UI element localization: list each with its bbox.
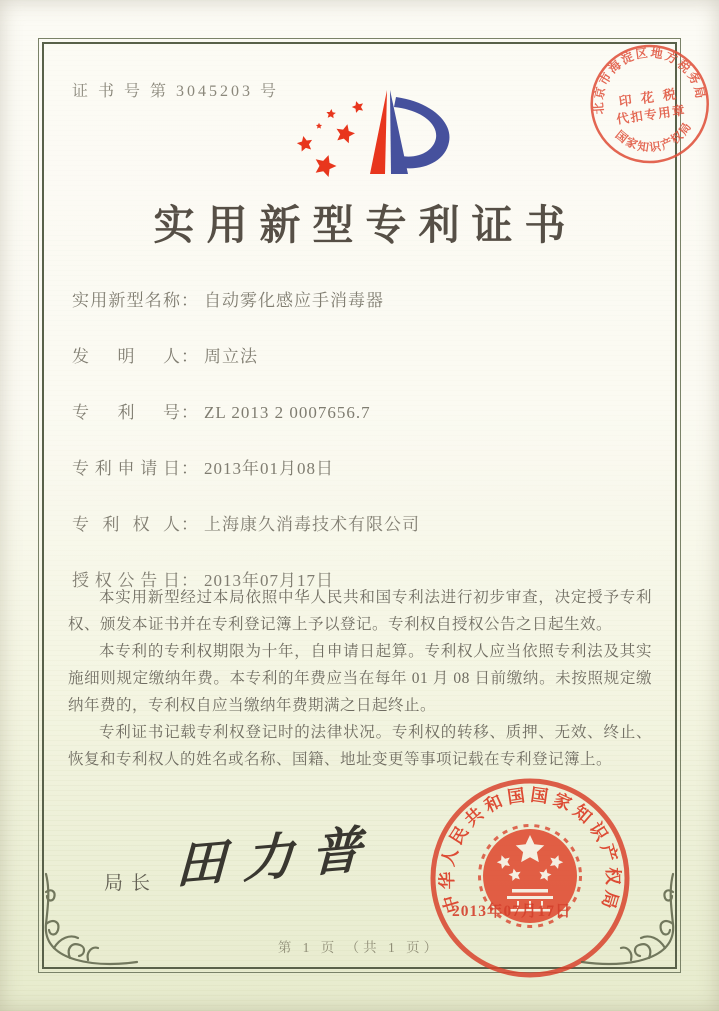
field-grant-date [72,566,632,590]
tax-stamp-top-arc-text: 北京市海淀区地方税务局 [591,45,708,115]
seal-ring-text: 中华人民共和国国家知识产权局 [436,784,624,916]
field-value: 上海康久消毒技术有限公司 [204,515,420,534]
field-value: ZL 2013 2 0007656.7 [204,403,371,422]
field-label: 实用新型名称 [72,291,180,310]
field-label: 专利权人 [72,515,180,534]
field-colon: ： [181,347,198,366]
logo-blue-bowl [394,97,449,168]
legal-paragraph-1: 本实用新型经过本局依照中华人民共和国专利法进行初步审查，决定授予专利权、颁发本证书并在专利登记簿上予以登记。专利权自授权公告之日起生效。 [68,589,652,633]
field-value: 周立法 [204,347,258,366]
field-label: 授权公告日 [72,571,180,590]
field-colon: ： [181,291,198,310]
page-number: 第 1 页 （共 1 页） [277,940,442,955]
corner-ornament-left-icon [40,872,140,972]
field-value: 2013年01月08日 [204,459,334,478]
tax-stamp-line2: 代扣专用章 [615,103,687,127]
field-colon: ： [181,515,198,534]
field-patent-number [72,398,632,422]
commissioner-signature: 田力普 [174,820,381,895]
sipo-logo-icon [279,84,461,196]
field-list [72,286,632,622]
logo-red-wedge [370,90,387,174]
legal-text-block [68,584,652,773]
field-filing-date [72,454,632,478]
certificate-title: 实用新型专利证书 [153,202,578,248]
commissioner-title: 局长 [104,873,159,894]
field-colon: ： [181,403,198,422]
certificate-number: 证 书 号 第 3045203 号 [72,83,280,100]
field-value: 2013年07月17日 [204,571,334,590]
tax-stamp-bottom-arc-text: 国家知识产权局 [612,120,695,155]
field-label: 专利号 [72,403,180,422]
legal-paragraph-2: 本专利的专利权期限为十年，自申请日起算。专利权人应当依照专利法及其实施细则规定缴纳年费。本专利的年费应当在每年 01 月 08 日前缴纳。未按照规定缴纳年费的，专利权自应当缴纳年费期满之日起终止。 [68,643,652,714]
corner-ornament-right-icon [579,872,679,972]
tax-stamp-icon [578,34,719,179]
tax-stamp-line1: 印 花 税 [617,85,680,110]
field-colon: ： [181,571,198,590]
field-patentee [72,510,632,534]
legal-paragraph-3: 专利证书记载专利权登记时的法律状况。专利权的转移、质押、无效、终止、恢复和专利权人的姓名或名称、国籍、地址变更等事项记载在专利登记簿上。 [68,724,652,768]
logo-stars [296,99,365,178]
field-utility-model-name [72,286,632,310]
field-value: 自动雾化感应手消毒器 [204,291,384,310]
seal-date: 2013年07月17日 [452,903,572,920]
field-label: 发明人 [72,347,180,366]
field-inventor [72,342,632,366]
field-colon: ： [181,459,198,478]
field-label: 专利申请日 [72,459,180,478]
